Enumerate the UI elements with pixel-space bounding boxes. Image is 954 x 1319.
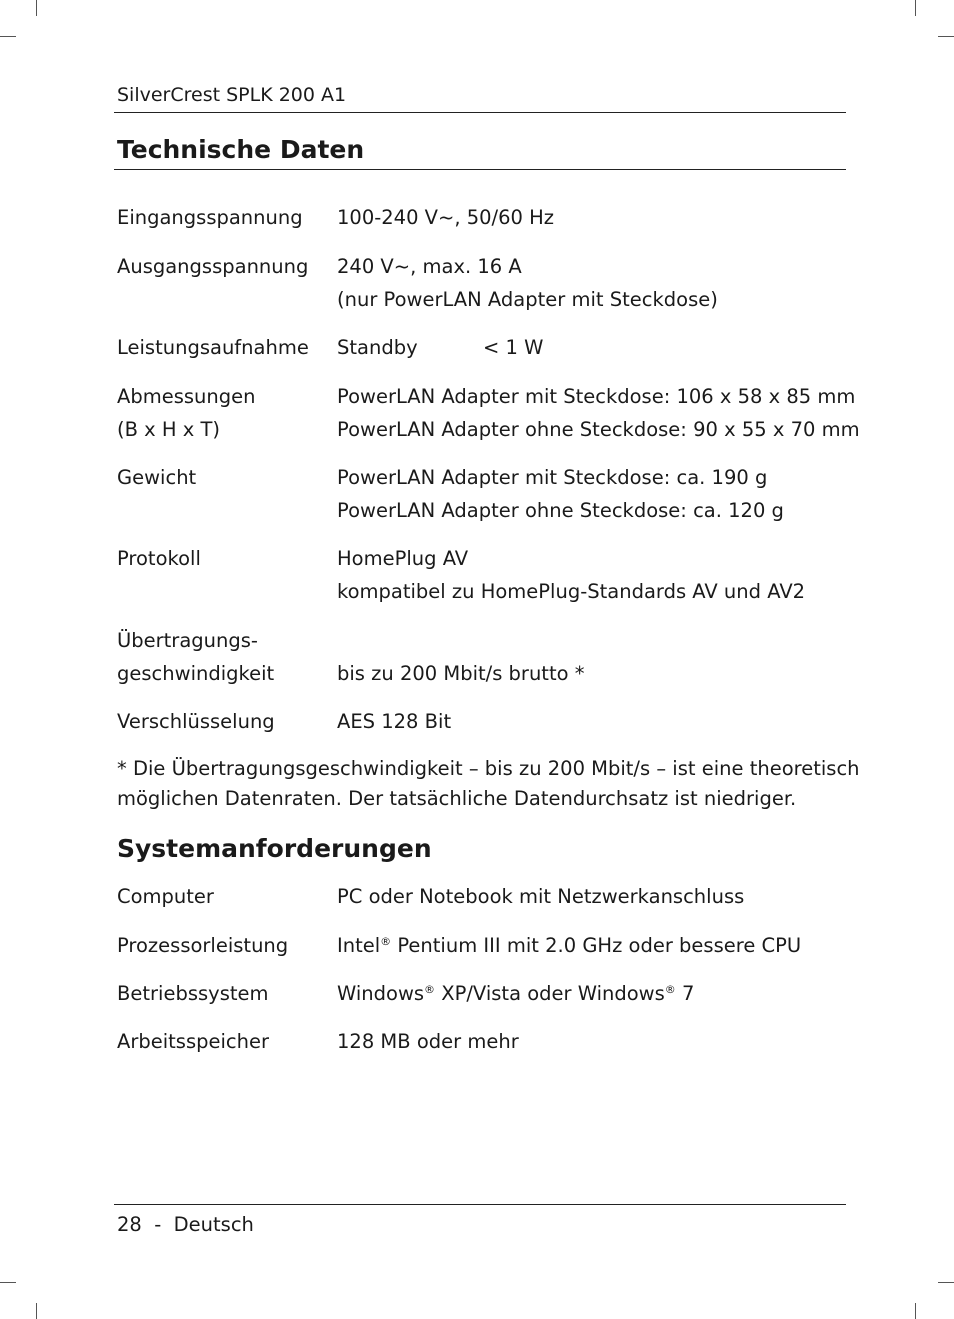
spec-label: Arbeitsspeicher: [117, 1030, 270, 1053]
spec-label: Eingangsspannung: [117, 206, 303, 229]
footer-rule: [114, 1204, 846, 1205]
header-rule: [114, 112, 846, 113]
spec-label: Leistungsaufnahme: [117, 336, 309, 359]
spec-label: Computer: [117, 885, 214, 908]
spec-value: 128 MB oder mehr: [337, 1030, 519, 1053]
spec-label: Verschlüsselung: [117, 710, 275, 733]
spec-value: PowerLAN Adapter ohne Steckdose: ca. 120 g: [337, 499, 784, 522]
spec-label: Prozessorleistung: [117, 934, 289, 957]
crop-mark: [938, 36, 954, 37]
spec-label: Gewicht: [117, 466, 197, 489]
spec-value: [337, 977, 837, 1010]
spec-value: < 1 W: [483, 336, 544, 359]
spec-value: HomePlug AV: [337, 547, 469, 570]
footnote-line: * Die Übertragungsgeschwindigkeit – bis zu 200 Mbit/s – ist eine theoretisch: [117, 757, 860, 780]
crop-mark: [36, 0, 37, 16]
crop-mark: [915, 0, 916, 16]
spec-label: (B x H x T): [117, 418, 221, 441]
spec-value-part: Windows: [337, 982, 425, 1005]
spec-label: Protokoll: [117, 547, 201, 570]
crop-mark: [0, 1282, 16, 1283]
page-footer: 28 - Deutsch: [117, 1213, 254, 1236]
spec-value-part: Pentium III mit 2.0 GHz oder bessere CPU: [391, 934, 802, 957]
spec-value: kompatibel zu HomePlug-Standards AV und AV2: [337, 580, 806, 603]
spec-value: [337, 929, 837, 962]
running-header: SilverCrest SPLK 200 A1: [117, 84, 347, 106]
spec-value: 100-240 V~, 50/60 Hz: [337, 206, 555, 229]
spec-value: PowerLAN Adapter mit Steckdose: 106 x 58 x 85 mm: [337, 385, 856, 408]
spec-label: Abmessungen: [117, 385, 256, 408]
section-title-system: Systemanforderungen: [117, 834, 432, 863]
registered-mark: ®: [380, 935, 392, 948]
spec-value: PowerLAN Adapter mit Steckdose: ca. 190 g: [337, 466, 768, 489]
spec-value: 240 V~, max. 16 A: [337, 255, 522, 278]
spec-label: geschwindigkeit: [117, 662, 275, 685]
spec-label: Ausgangsspannung: [117, 255, 309, 278]
crop-mark: [938, 1282, 954, 1283]
section-rule: [114, 169, 846, 170]
spec-value-part: XP/Vista oder Windows: [435, 982, 665, 1005]
registered-mark: ®: [424, 983, 436, 996]
crop-mark: [36, 1303, 37, 1319]
spec-value-key: Standby: [337, 336, 418, 359]
spec-value: (nur PowerLAN Adapter mit Steckdose): [337, 288, 718, 311]
footnote: [117, 754, 860, 814]
spec-value: bis zu 200 Mbit/s brutto *: [337, 662, 585, 685]
spec-value-part: 7: [675, 982, 695, 1005]
spec-value: PowerLAN Adapter ohne Steckdose: 90 x 55 x 70 mm: [337, 418, 860, 441]
spec-value: [337, 624, 837, 657]
crop-mark: [915, 1303, 916, 1319]
section-title-technical: Technische Daten: [117, 135, 365, 164]
footnote-line: möglichen Datenraten. Der tatsächliche Datendurchsatz ist niedriger.: [117, 787, 797, 810]
spec-label: Betriebssystem: [117, 982, 269, 1005]
spec-value: PC oder Notebook mit Netzwerkanschluss: [337, 885, 745, 908]
registered-mark: ®: [664, 983, 676, 996]
spec-value: AES 128 Bit: [337, 710, 452, 733]
crop-mark: [0, 36, 16, 37]
spec-value-part: Intel: [337, 934, 381, 957]
spec-label: Übertragungs-: [117, 629, 258, 652]
